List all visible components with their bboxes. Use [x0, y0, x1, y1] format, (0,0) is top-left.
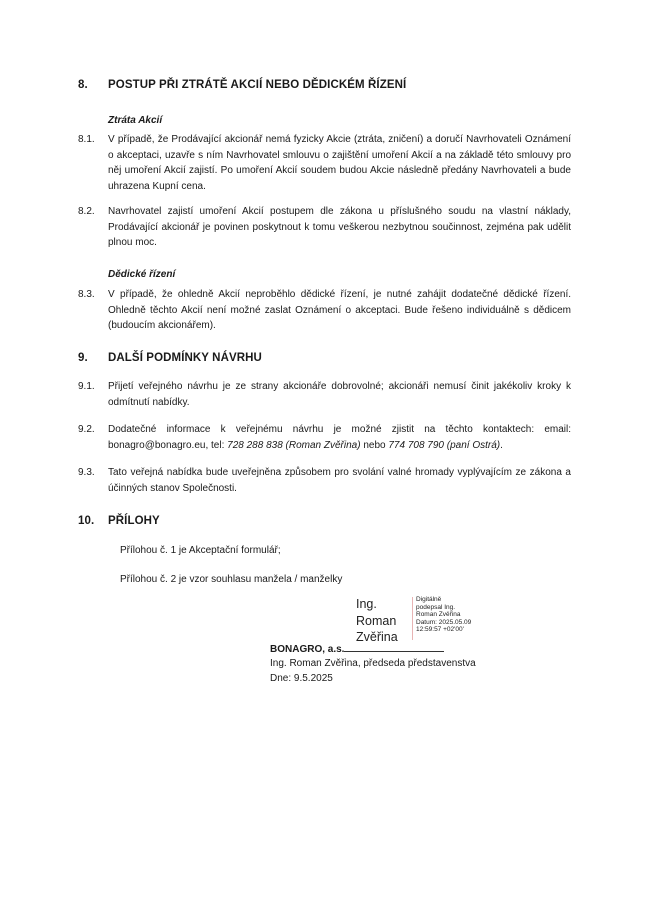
paragraph-number: 8.3.: [78, 289, 95, 300]
paragraph-number: 9.1.: [78, 381, 95, 392]
attachment-2: Přílohou č. 2 je vzor souhlasu manžela / manželky: [120, 574, 343, 585]
signature-name-line: Roman: [356, 613, 397, 628]
paragraph-text: Přijetí veřejného návrhu je ze strany akcionáře dobrovolné; akcionáři nemusí činit jakékoliv kroky k odmítnutí nabídky.: [108, 381, 571, 408]
signature-name: [356, 596, 398, 646]
signature-meta-line: 12:59:57 +02'00': [416, 626, 464, 634]
signature-meta-line: Datum: 2025.05.09: [416, 618, 472, 626]
phone-roman: 728 288 838 (Roman Zvěřina): [227, 439, 361, 451]
signature-company-line: [270, 643, 444, 655]
paragraph-text: V případě, že Prodávající akcionář nemá fyzicky Akcie (ztráta, zničení) a doručí Navrhovateli Oznámení o akceptaci, uzavře s ním Navrhovatel smlouvu o zajištění umoření Akcií a na základě této smlouvy pro něj umoření Akcií zajistí. Po umoření Akcií soudem budou Akcie následně předány Navrhovateli a bude uhrazena Kupní cena.: [108, 134, 571, 192]
paragraph-8-1: [78, 132, 571, 194]
paragraph-text: Navrhovatel zajistí umoření Akcií postupem dle zákona u příslušného soudu na vlastní náklady, Prodávající akcionář je povinen poskytnout k tomu veškerou nezbytnou součinnost, zejména pak udělit plnou moc.: [108, 206, 571, 248]
signature-metadata: [416, 596, 471, 634]
company-name: BONAGRO, a.s.: [270, 644, 345, 655]
phone-ostra: 774 708 790 (paní Ostrá): [388, 439, 501, 451]
paragraph-8-2: [78, 204, 571, 251]
signature-stroke: [412, 597, 413, 640]
section-number: 9.: [78, 352, 88, 364]
signature-meta-line: podepsal Ing.: [416, 603, 456, 611]
section-10-heading: [78, 515, 160, 527]
paragraph-number: 8.1.: [78, 134, 95, 145]
paragraph-9-1: [78, 379, 571, 410]
paragraph-number: 8.2.: [78, 206, 95, 217]
section-title: DALŠÍ PODMÍNKY NÁVRHU: [108, 352, 262, 364]
subsection-heading: Ztráta Akcií: [108, 115, 163, 126]
section-number: 10.: [78, 515, 95, 527]
section-number: 8.: [78, 79, 88, 91]
section-title: POSTUP PŘI ZTRÁTĚ AKCIÍ NEBO DĚDICKÉM ŘÍZENÍ: [108, 79, 407, 91]
signature-meta-line: Digitálně: [416, 596, 442, 603]
signature-stroke-line: [412, 597, 413, 640]
subsection-heading: Dědické řízení: [108, 269, 176, 280]
paragraph-9-3: [78, 465, 571, 496]
paragraph-9-2: [78, 422, 571, 453]
section-title: PŘÍLOHY: [108, 515, 160, 527]
signature-name-line: Zvěřina: [356, 630, 398, 644]
paragraph-text: Tato veřejná nabídka bude uveřejněna způsobem pro svolání valné hromady vyplývajícím ze zákona a účinných stanov Společnosti.: [108, 467, 571, 494]
signature-date: Dne: 9.5.2025: [270, 673, 333, 684]
signature-name-line: Ing.: [356, 597, 377, 611]
signature-underline: [344, 643, 444, 652]
section-9-heading: [78, 352, 262, 364]
section-8-heading: [78, 79, 406, 91]
contact-text-end: .: [500, 439, 503, 451]
paragraph-8-3: [78, 287, 571, 334]
paragraph-number: 9.2.: [78, 424, 95, 435]
signer-title: Ing. Roman Zvěřina, předseda představenstva: [270, 658, 476, 669]
signature-meta-line: Roman Zvěřina: [416, 611, 461, 619]
attachment-1: Přílohou č. 1 je Akceptační formulář;: [120, 545, 281, 556]
contact-text-or: nebo: [360, 439, 389, 451]
paragraph-number: 9.3.: [78, 467, 95, 478]
paragraph-text: [108, 422, 571, 453]
contact-text: Dodatečné informace k veřejnému návrhu je možné zjistit na těchto kontaktech: email: bonagro@bonagro.eu, tel:: [108, 424, 571, 451]
paragraph-text: V případě, že ohledně Akcií neproběhlo dědické řízení, je nutné zahájit dodatečné dědické řízení. Ohledně těchto Akcií není možné zaslat Oznámení o akceptaci. Bude řešeno individuálně s dědicem (budoucím akcionářem).: [108, 289, 571, 331]
